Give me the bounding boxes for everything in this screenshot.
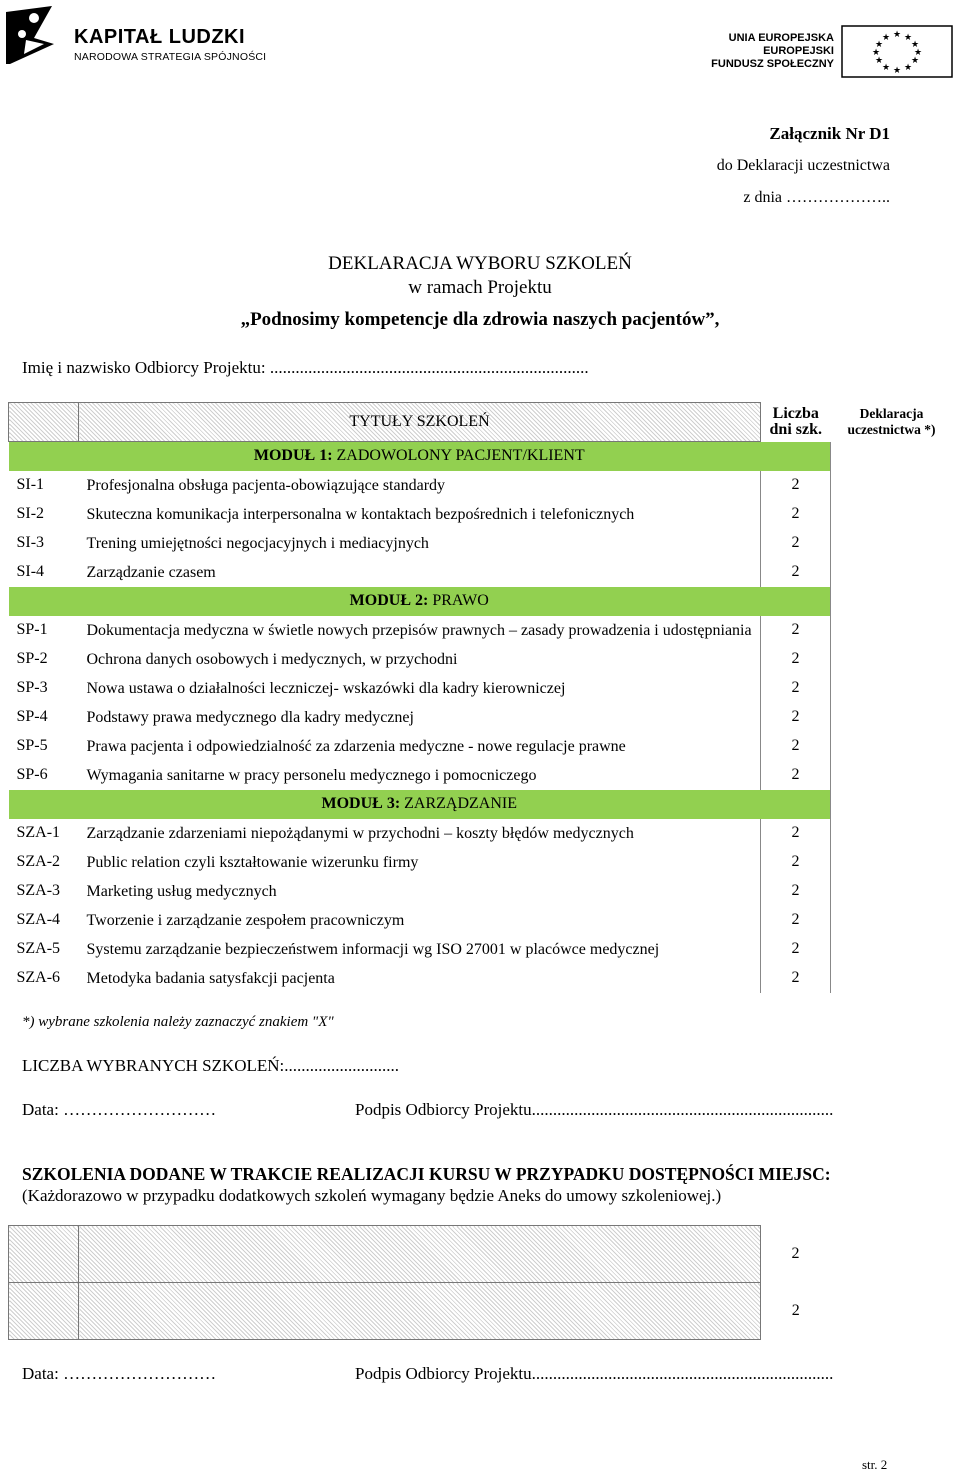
training-title: Wymagania sanitarne w pracy personelu medycznego i pomocniczego [86, 766, 537, 784]
training-code: SP-1 [16, 621, 48, 638]
added-code-cell[interactable] [9, 1283, 79, 1340]
training-days: 2 [761, 674, 831, 703]
declaration-checkbox-cell[interactable] [831, 500, 953, 529]
added-training-row [9, 1226, 953, 1283]
svg-text:★: ★ [903, 63, 913, 73]
declaration-checkbox-cell[interactable] [831, 761, 953, 790]
training-days: 2 [761, 906, 831, 935]
training-title: Marketing usług medycznych [86, 882, 277, 900]
declaration-checkbox-cell[interactable] [831, 877, 953, 906]
eu-flag-icon [841, 25, 953, 78]
training-days: 2 [761, 558, 831, 587]
module-name: PRAWO [428, 592, 489, 609]
svg-text:★: ★ [874, 56, 884, 66]
module-title [9, 442, 831, 471]
annex-date: z dnia ……………….. [743, 189, 890, 206]
training-code: SP-3 [16, 679, 48, 696]
declaration-checkbox-cell[interactable] [831, 529, 953, 558]
declaration-checkbox-cell[interactable] [831, 935, 953, 964]
training-code: SI-2 [16, 505, 45, 522]
declaration-cell [831, 587, 953, 616]
training-days: 2 [761, 848, 831, 877]
training-title: Nowa ustawa o działalności leczniczej- wskazówki dla kadry kierowniczej [86, 679, 566, 697]
training-title: Dokumentacja medyczna w świetle nowych przepisów prawnych – zasady prowadzenia i udostępniania [86, 621, 752, 639]
added-name-cell[interactable] [79, 1283, 761, 1340]
signature-field[interactable]: Podpis Odbiorcy Projektu....................................................................... [355, 1100, 834, 1119]
svg-text:★: ★ [910, 56, 920, 66]
training-row [9, 471, 953, 500]
svg-text:★: ★ [892, 30, 902, 40]
added-days-cell: 2 [791, 1302, 800, 1319]
participant-name-field[interactable]: Imię i nazwisko Odbiorcy Projektu: ........................................................................... [22, 358, 589, 377]
training-days: 2 [761, 703, 831, 732]
added-trainings-heading: SZKOLENIA DODANE W TRAKCIE REALIZACJI KURSU W PRZYPADKU DOSTĘPNOŚCI MIEJSC: [22, 1164, 831, 1184]
training-days: 2 [761, 529, 831, 558]
training-code: SI-3 [16, 534, 45, 551]
date-field-2[interactable]: Data: ……………………… [22, 1364, 217, 1383]
training-row [9, 877, 953, 906]
added-days-cell: 2 [791, 1245, 800, 1262]
training-code: SZA-2 [16, 853, 61, 870]
kapital-ludzki-logo-icon [4, 4, 56, 66]
added-training-row [9, 1283, 953, 1340]
training-row [9, 819, 953, 848]
training-code: SP-2 [16, 650, 48, 667]
training-row [9, 558, 953, 587]
declaration-cell [831, 790, 953, 819]
header-declaration-cell: Deklaracja uczestnictwa *) [847, 406, 936, 437]
training-code: SZA-4 [16, 911, 61, 928]
training-days: 2 [761, 819, 831, 848]
header-code-cell [9, 403, 79, 442]
date-field[interactable]: Data: ……………………… [22, 1100, 217, 1119]
annex-reference: do Deklaracji uczestnictwa [716, 157, 890, 174]
document-title: DEKLARACJA WYBORU SZKOLEŃ [328, 253, 632, 274]
declaration-checkbox-cell[interactable] [831, 848, 953, 877]
training-days: 2 [761, 761, 831, 790]
training-code: SZA-6 [16, 969, 61, 986]
training-code: SI-1 [16, 476, 45, 493]
added-declaration-cell[interactable] [831, 1283, 953, 1340]
module-title [9, 790, 831, 819]
training-row [9, 616, 953, 645]
svg-text:★: ★ [881, 33, 891, 43]
training-row [9, 935, 953, 964]
training-code: SZA-5 [16, 940, 61, 957]
added-trainings-table [8, 1225, 953, 1340]
declaration-checkbox-cell[interactable] [831, 703, 953, 732]
svg-text:★: ★ [903, 33, 913, 43]
added-declaration-cell[interactable] [831, 1226, 953, 1283]
project-name: „Podnosimy kompetencje dla zdrowia naszych pacjentów”, [240, 309, 720, 330]
training-row [9, 500, 953, 529]
declaration-checkbox-cell[interactable] [831, 645, 953, 674]
training-title: Zarządzanie czasem [86, 563, 216, 581]
added-trainings-note: (Każdorazowo w przypadku dodatkowych szkoleń wymagany będzie Aneks do umowy szkoleniowej.) [22, 1186, 722, 1205]
annex-number: Załącznik Nr D1 [769, 124, 890, 143]
training-days: 2 [761, 616, 831, 645]
training-days: 2 [761, 500, 831, 529]
training-title: Tworzenie i zarządzanie zespołem pracowniczym [86, 911, 405, 929]
training-code: SZA-1 [16, 824, 61, 841]
training-row [9, 645, 953, 674]
training-title: Prawa pacjenta i odpowiedzialność za zdarzenia medyczne - nowe regulacje prawne [86, 737, 626, 755]
declaration-checkbox-cell[interactable] [831, 906, 953, 935]
eu-logo-line: FUNDUSZ SPOŁECZNY [711, 58, 834, 70]
declaration-cell [831, 442, 953, 471]
declaration-checkbox-cell[interactable] [831, 819, 953, 848]
module-number: MODUŁ 3: [321, 795, 401, 812]
module-number: MODUŁ 1: [253, 447, 333, 465]
signature-field-2[interactable]: Podpis Odbiorcy Projektu....................................................................... [355, 1364, 834, 1383]
training-days: 2 [761, 964, 831, 993]
svg-text:★: ★ [874, 40, 884, 50]
document-subtitle: w ramach Projektu [408, 277, 552, 298]
training-days: 2 [761, 645, 831, 674]
table-header-row [9, 403, 953, 442]
training-days: 2 [761, 732, 831, 761]
training-title: Ochrona danych osobowych i medycznych, w przychodni [86, 650, 458, 668]
eu-logo-line: EUROPEJSKI [763, 45, 834, 57]
training-row [9, 906, 953, 935]
training-days: 2 [761, 471, 831, 500]
header-days-cell: Liczba dni szk. [761, 403, 831, 442]
module-name: ZADOWOLONY PACJENT/KLIENT [332, 447, 585, 465]
selected-count-field[interactable]: LICZBA WYBRANYCH SZKOLEŃ:........................... [22, 1056, 399, 1075]
training-title: Zarządzanie zdarzeniami niepożądanymi w przychodni – koszty błędów medycznych [86, 824, 634, 842]
module-name: ZARZĄDZANIE [400, 795, 518, 812]
training-code: SP-5 [16, 737, 48, 754]
training-code: SI-4 [16, 563, 45, 580]
training-title: Public relation czyli kształtowanie wizerunku firmy [86, 853, 419, 871]
svg-text:★: ★ [892, 66, 902, 76]
svg-text:★: ★ [913, 48, 923, 58]
training-code: SP-4 [16, 708, 48, 725]
module-header-row [9, 790, 953, 819]
svg-text:★: ★ [910, 40, 920, 50]
training-row [9, 529, 953, 558]
svg-text:★: ★ [881, 63, 891, 73]
training-title: Trening umiejętności negocjacyjnych i mediacyjnych [86, 534, 429, 552]
footnote: *) wybrane szkolenia należy zaznaczyć znakiem "X" [22, 1014, 334, 1030]
module-number: MODUŁ 2: [349, 592, 429, 609]
eu-logo-line: UNIA EUROPEJSKA [728, 32, 834, 44]
training-row [9, 848, 953, 877]
training-code: SP-6 [16, 766, 48, 783]
header-titles-cell: TYTUŁY SZKOLEŃ [79, 403, 761, 442]
declaration-checkbox-cell[interactable] [831, 471, 953, 500]
module-header-row [9, 587, 953, 616]
added-name-cell[interactable] [79, 1226, 761, 1283]
training-row [9, 732, 953, 761]
training-row [9, 761, 953, 790]
training-code: SZA-3 [16, 882, 61, 899]
declaration-checkbox-cell[interactable] [831, 732, 953, 761]
training-title: Systemu zarządzanie bezpieczeństwem informacji wg ISO 27001 w placówce medycznej [86, 940, 660, 958]
declaration-checkbox-cell[interactable] [831, 558, 953, 587]
training-row [9, 703, 953, 732]
declaration-checkbox-cell[interactable] [831, 674, 953, 703]
kapital-ludzki-logo-subtitle: NARODOWA STRATEGIA SPÓJNOŚCI [74, 51, 267, 63]
training-row [9, 964, 953, 993]
eu-logo-text [634, 32, 834, 71]
page-number: str. 2 [862, 1457, 888, 1472]
training-title: Podstawy prawa medycznego dla kadry medycznej [86, 708, 414, 726]
training-table [8, 402, 953, 993]
training-days: 2 [761, 935, 831, 964]
declaration-checkbox-cell[interactable] [831, 964, 953, 993]
training-row [9, 674, 953, 703]
module-header-row [9, 442, 953, 471]
training-title: Profesjonalna obsługa pacjenta-obowiązujące standardy [86, 476, 446, 494]
svg-text:★: ★ [871, 48, 881, 58]
training-days: 2 [761, 877, 831, 906]
module-title [9, 587, 831, 616]
declaration-checkbox-cell[interactable] [831, 616, 953, 645]
training-title: Metodyka badania satysfakcji pacjenta [86, 969, 335, 987]
added-code-cell[interactable] [9, 1226, 79, 1283]
training-title: Skuteczna komunikacja interpersonalna w kontaktach bezpośrednich i telefonicznych [86, 505, 635, 523]
kapital-ludzki-logo-title: KAPITAŁ LUDZKI [74, 26, 246, 48]
